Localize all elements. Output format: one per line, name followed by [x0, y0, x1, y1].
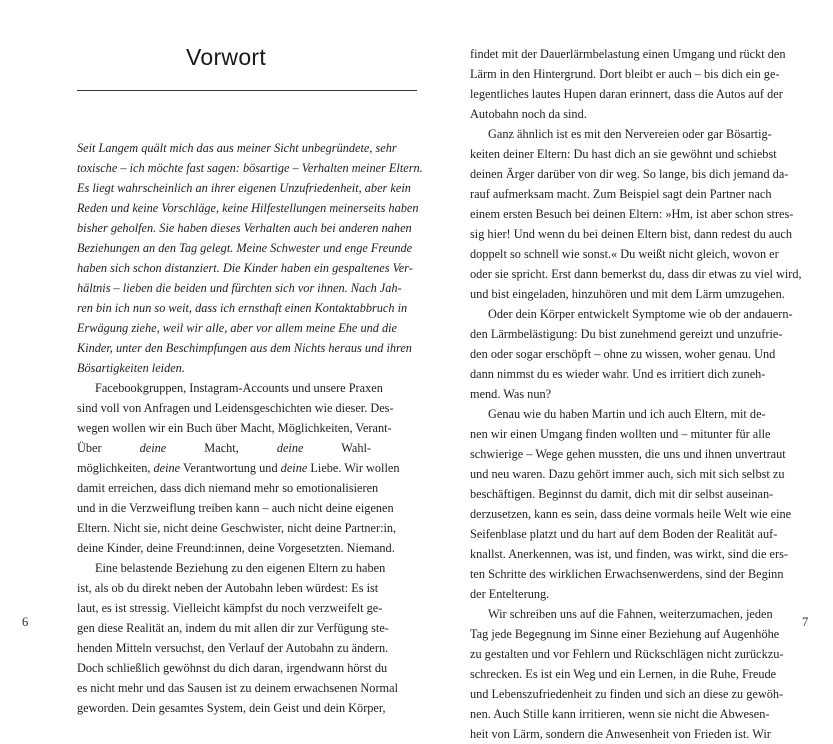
chapter-heading: Vorwort: [186, 44, 267, 70]
text-line: sig hier! Und wenn du bei deinen Eltern bist, dann redest du auch: [470, 227, 793, 241]
text-line: oder sie spricht. Erst dann bemerkst du, dass dir etwas zu viel wird,: [470, 267, 802, 281]
text-line: Seifenblase platzt und du hart auf dem Boden der Realität auf-: [470, 527, 778, 541]
page-number-left: 6: [22, 615, 29, 629]
text-line: es nicht mehr und das Sausen ist zu deinem erwachsenen Normal: [77, 681, 398, 695]
text-line: bisher geholfen. Sie haben dieses Verhalten auch bei anderen nahen: [77, 221, 412, 235]
text-line: henden Mitteln versuchst, den Verlauf der Autobahn zu ändern.: [77, 641, 389, 655]
text-line: mend. Was nun?: [470, 387, 552, 401]
text-line: Lärm in den Hintergrund. Dort bleibt er auch – bis dich ein ge-: [470, 67, 780, 81]
page-number-right: 7: [802, 615, 809, 629]
text-line: geworden. Dein gesamtes System, dein Geist und dein Körper,: [77, 701, 386, 715]
text-line: und neu waren. Dazu gehört immer auch, sich mit sich selbst zu: [470, 467, 785, 481]
text-line: Reden und keine Vorschläge, keine Hilfestellungen meinerseits haben: [77, 201, 419, 215]
left-text-block: [77, 138, 423, 718]
text-line: ist, als ob du direkt neben der Autobahn leben würdest: Es ist: [77, 581, 379, 595]
text-line: Genau wie du haben Martin und ich auch Eltern, mit de-: [488, 407, 766, 421]
text-line: Autobahn noch da sind.: [470, 107, 587, 121]
text-line: haben sich schon distanziert. Die Kinder haben ein gespaltenes Ver-: [77, 261, 413, 275]
text-line: Seit Langem quält mich das aus meiner Sicht unbegründete, sehr: [77, 141, 397, 155]
text-line: deinen Ärger darüber von dir weg. So lange, bis dich jemand da-: [470, 167, 789, 181]
text-line: möglichkeiten, deine Verantwortung und deine Liebe. Wir wollen: [77, 461, 400, 475]
text-line: damit erreichen, dass dich niemand mehr so emotionalisieren: [77, 481, 379, 495]
text-line: sind voll von Anfragen und Leidensgeschichten wie dieser. Des-: [77, 401, 394, 415]
text-line: einem ersten Besuch bei deinen Eltern: »Hm, ist aber schon stres-: [470, 207, 794, 221]
text-line: Ganz ähnlich ist es mit den Nervereien oder gar Bösartig-: [488, 127, 772, 141]
right-text-block: [470, 44, 802, 744]
text-line: beschäftigen. Beginnst du damit, dich mit dir selbst auseinan-: [470, 487, 774, 501]
text-line: und Lebenszufriedenheit zu finden und sich an diese zu gewöh-: [470, 687, 784, 701]
text-line: den Lärmbelästigung: Du bist zunehmend gereizt und unzufrie-: [470, 327, 783, 341]
left-page: [0, 0, 423, 715]
text-line: Oder dein Körper entwickelt Symptome wie ob der andauern-: [488, 307, 793, 321]
text-line: heit von Lärm, sondern die Anwesenheit von Frieden ist. Wir: [470, 727, 771, 741]
text-line: Eine belastende Beziehung zu den eigenen Eltern zu haben: [95, 561, 386, 575]
text-line: schwierige – Wege gehen mussten, die uns und ihnen unvertraut: [470, 447, 786, 461]
text-line: Über deine Macht, deine Wahl-: [77, 441, 372, 455]
text-line: legentliches lautes Hupen daran erinnert, dass die Autos auf der: [470, 87, 783, 101]
text-line: dann nimmst du es wieder wahr. Und es irritiert dich zuneh-: [470, 367, 766, 381]
text-line: wegen wollen wir ein Buch über Macht, Möglichkeiten, Verant-: [77, 421, 392, 435]
text-line: derzusetzen, kann es sein, dass deine vormals heile Welt wie eine: [470, 507, 792, 521]
text-line: Erwägung ziehe, weil wir alle, aber vor allem meine Ehe und die: [77, 321, 398, 335]
text-line: Kinder, unter den Beschimpfungen aus dem Nichts heraus und ihren: [77, 341, 412, 355]
text-line: der Entelterung.: [470, 587, 550, 601]
text-line: rauf aufmerksam macht. Zum Beispiel sagt dein Partner nach: [470, 187, 772, 201]
text-line: und bist eingeladen, hinzuhören und mit dem Lärm umzugehen.: [470, 287, 785, 301]
text-line: Eltern. Nicht sie, nicht deine Geschwister, nicht deine Partner:in,: [77, 521, 397, 535]
text-line: und in die Verzweiflung treiben kann – auch nicht deine eigenen: [77, 501, 394, 515]
text-line: hältnis – lieben die beiden und fürchten sich vor ihnen. Nach Jah-: [77, 281, 402, 295]
text-line: ten Schritte des wirklichen Erwachsenwerdens, sind der Beginn: [470, 567, 784, 581]
text-line: keiten deiner Eltern: Du hast dich an sie gewöhnt und schiebst: [470, 147, 777, 161]
text-line: Beziehungen an den Tag gelegt. Meine Schwester und enge Freunde: [77, 241, 413, 255]
text-line: Es liegt wahrscheinlich an ihrer eigenen Unzufriedenheit, aber kein: [77, 181, 411, 195]
text-line: doppelt so schnell wie sonst.« Du weißt nicht gleich, wovon er: [470, 247, 779, 261]
heading-rule: [77, 90, 417, 91]
text-line: Tag jede Begegnung im Sinne einer Beziehung auf Augenhöhe: [470, 627, 780, 641]
text-line: nen wir einen Umgang finden wollten und – mitunter für alle: [470, 427, 771, 441]
right-page: [416, 0, 833, 741]
text-line: laut, es ist stressig. Vielleicht kämpfst du noch verzweifelt ge-: [77, 601, 383, 615]
text-line: deine Kinder, deine Freund:innen, deine Vorgesetzten. Niemand.: [77, 541, 395, 555]
text-line: findet mit der Dauerlärmbelastung einen Umgang und rückt den: [470, 47, 786, 61]
text-line: zu gestalten und vor Fehlern und Rückschlägen nicht zurückzu-: [470, 647, 784, 661]
text-line: ren bin ich nun so weit, dass ich ernsthaft einen Kontaktabbruch in: [77, 301, 408, 315]
text-line: den oder sogar erschöpft – ohne zu wissen, woher genau. Und: [470, 347, 776, 361]
text-line: schrecken. Es ist ein Weg und ein Lernen, in die Ruhe, Freude: [470, 667, 777, 681]
text-line: toxische – ich möchte fast sagen: bösartige – Verhalten meiner Eltern.: [77, 161, 423, 175]
text-line: Facebookgruppen, Instagram-Accounts und unsere Praxen: [95, 381, 383, 395]
text-line: Bösartigkeiten leiden.: [77, 361, 185, 375]
text-line: Wir schreiben uns auf die Fahnen, weiterzumachen, jeden: [488, 607, 773, 621]
text-line: knallst. Anerkennen, was ist, und finden, was wirkt, sind die ers-: [470, 547, 788, 561]
text-line: Doch schließlich gewöhnst du dich daran, irgendwann hörst du: [77, 661, 388, 675]
text-line: nen. Auch Stille kann irritieren, wenn sie nicht die Abwesen-: [470, 707, 770, 721]
text-line: gen diese Realität an, indem du mit allen dir zur Verfügung ste-: [77, 621, 389, 635]
